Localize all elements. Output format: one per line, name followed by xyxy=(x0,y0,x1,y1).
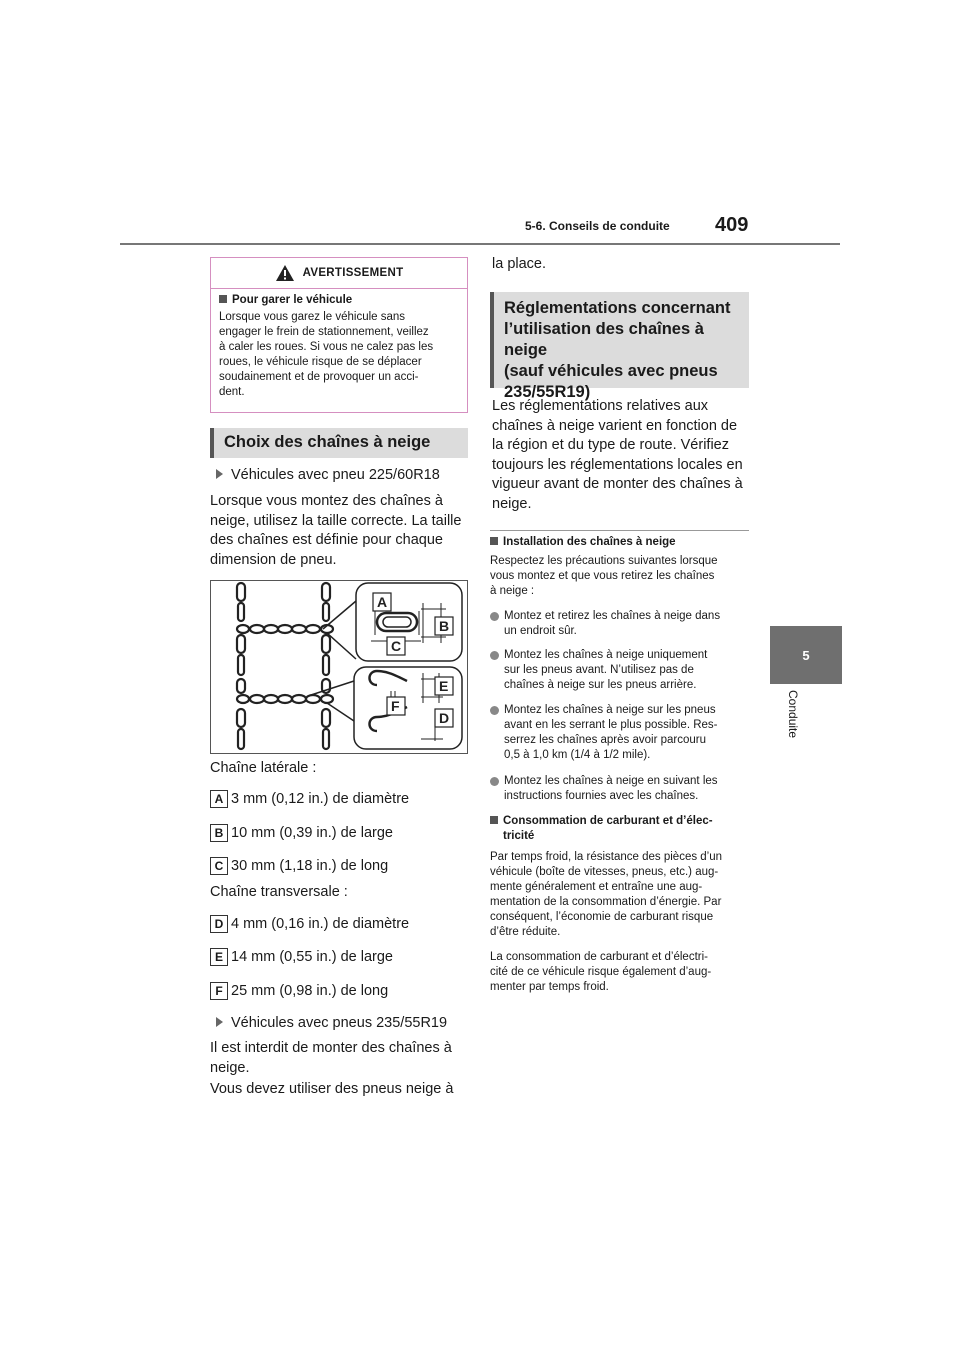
square-bullet-icon xyxy=(219,295,227,303)
bullet-dot-icon xyxy=(490,777,499,786)
side-chain-label: Chaîne latérale : xyxy=(210,760,317,776)
item-225-60r18: Véhicules avec pneu 225/60R18 xyxy=(210,466,440,486)
paragraph-forbidden: Il est interdit de monter des chaînes à neige. xyxy=(210,1040,452,1076)
item-235-55r19: Véhicules avec pneus 235/55R19 xyxy=(210,1014,447,1034)
bullet-dot-icon xyxy=(490,612,499,621)
list-item: Montez les chaînes à neige uniquement sur les pneus avant. N’utilisez pas de chaînes à neige sur les pneus arrière. xyxy=(490,648,749,693)
dim-row: E 14 mm (0,55 in.) de large xyxy=(210,948,393,966)
triangle-bullet-icon xyxy=(216,1017,223,1027)
figure-label-d: D xyxy=(439,710,450,726)
continuation-text: la place. xyxy=(492,256,547,272)
chain-illustration xyxy=(211,581,467,753)
warning-header xyxy=(211,258,467,289)
figure-label-e: E xyxy=(439,678,449,694)
chapter-label: Conduite xyxy=(786,690,800,739)
warning-line: soudainement et de provoquer un acci- xyxy=(219,371,419,383)
list-item: Montez les chaînes à neige en suivant les instructions fournies avec les chaînes. xyxy=(490,774,749,804)
triangle-bullet-icon xyxy=(216,469,223,479)
fuel-heading: Consommation de carburant et d’élec- tricité xyxy=(490,814,713,844)
paragraph-size: Lorsque vous montez des chaînes à neige, utilisez la taille correcte. La taille des chaînes est définie pour chaque dimension de pneu. xyxy=(210,493,462,568)
figure-label-b: B xyxy=(439,618,450,634)
section-heading-chains: Choix des chaînes à neige xyxy=(210,428,468,458)
dim-row: A 3 mm (0,12 in.) de diamètre xyxy=(210,790,409,808)
paragraph-snow-tires: Vous devez utiliser des pneus neige à xyxy=(210,1081,454,1097)
warning-line: roues, le véhicule risque de se déplacer xyxy=(219,356,422,368)
warning-line: Lorsque vous garez le véhicule sans xyxy=(219,311,406,323)
fuel-paragraph-1: Par temps froid, la résistance des pièces d’un véhicule (boîte de vitesses, pneus, etc.) aug- mente généralement et entraîne une aug- mentation de la consommation d’énergie. Par conséquent, l’économie de carburant risque d’être réduite. xyxy=(490,851,723,938)
warning-title: AVERTISSEMENT xyxy=(302,267,404,279)
dim-row: D 4 mm (0,16 in.) de diamètre xyxy=(210,915,409,933)
warning-line: à caler les roues. Si vous ne calez pas les xyxy=(219,341,434,353)
paragraph-regulations: Les réglementations relatives aux chaînes à neige varient en fonction de la région et du type de route. Vérifiez toujours les réglementations locales en vigueur avant de monter des chaînes à neige. xyxy=(492,398,743,512)
cross-chain-label: Chaîne transversale : xyxy=(210,884,348,900)
install-heading: Installation des chaînes à neige xyxy=(490,536,676,548)
chapter-tab[interactable]: 5 xyxy=(770,626,842,684)
divider xyxy=(490,530,749,531)
warning-line: dent. xyxy=(219,386,245,398)
figure-label-a: A xyxy=(377,594,388,610)
square-bullet-icon xyxy=(490,816,498,824)
bullet-dot-icon xyxy=(490,651,499,660)
list-item: Montez les chaînes à neige sur les pneus avant en les serrant le plus possible. Res- serrez les chaînes après avoir parcouru 0,5 à 1,0 km (1/4 à 1/2 mile). xyxy=(490,703,749,763)
dim-row: C 30 mm (1,18 in.) de long xyxy=(210,857,388,875)
warning-line: engager le frein de stationnement, veillez xyxy=(219,326,429,338)
warning-triangle-icon xyxy=(275,264,295,282)
dim-row: B 10 mm (0,39 in.) de large xyxy=(210,824,393,842)
fuel-paragraph-2: La consommation de carburant et d’électri- cité de ce véhicule risque également d’aug- menter par temps froid. xyxy=(490,951,712,993)
warning-box xyxy=(210,257,468,413)
list-item: Montez et retirez les chaînes à neige dans un endroit sûr. xyxy=(490,609,749,639)
bullet-dot-icon xyxy=(490,706,499,715)
section-heading-regulations: Réglementations concernant l’utilisation des chaînes à neige (sauf véhicules avec pneus 235/55R19) xyxy=(490,292,749,388)
page-number: 409 xyxy=(715,214,749,236)
install-intro: Respectez les précautions suivantes lorsque vous montez et que vous retirez les chaînes à neige : xyxy=(490,555,718,597)
chain-figure xyxy=(210,580,468,754)
figure-label-f: F xyxy=(391,698,400,714)
dim-row: F 25 mm (0,98 in.) de long xyxy=(210,982,388,1000)
square-bullet-icon xyxy=(490,537,498,545)
warning-subtitle: Pour garer le véhicule xyxy=(232,294,353,306)
section-title: 5-6. Conseils de conduite xyxy=(525,219,670,233)
figure-label-c: C xyxy=(391,638,402,654)
header-rule xyxy=(120,243,840,245)
